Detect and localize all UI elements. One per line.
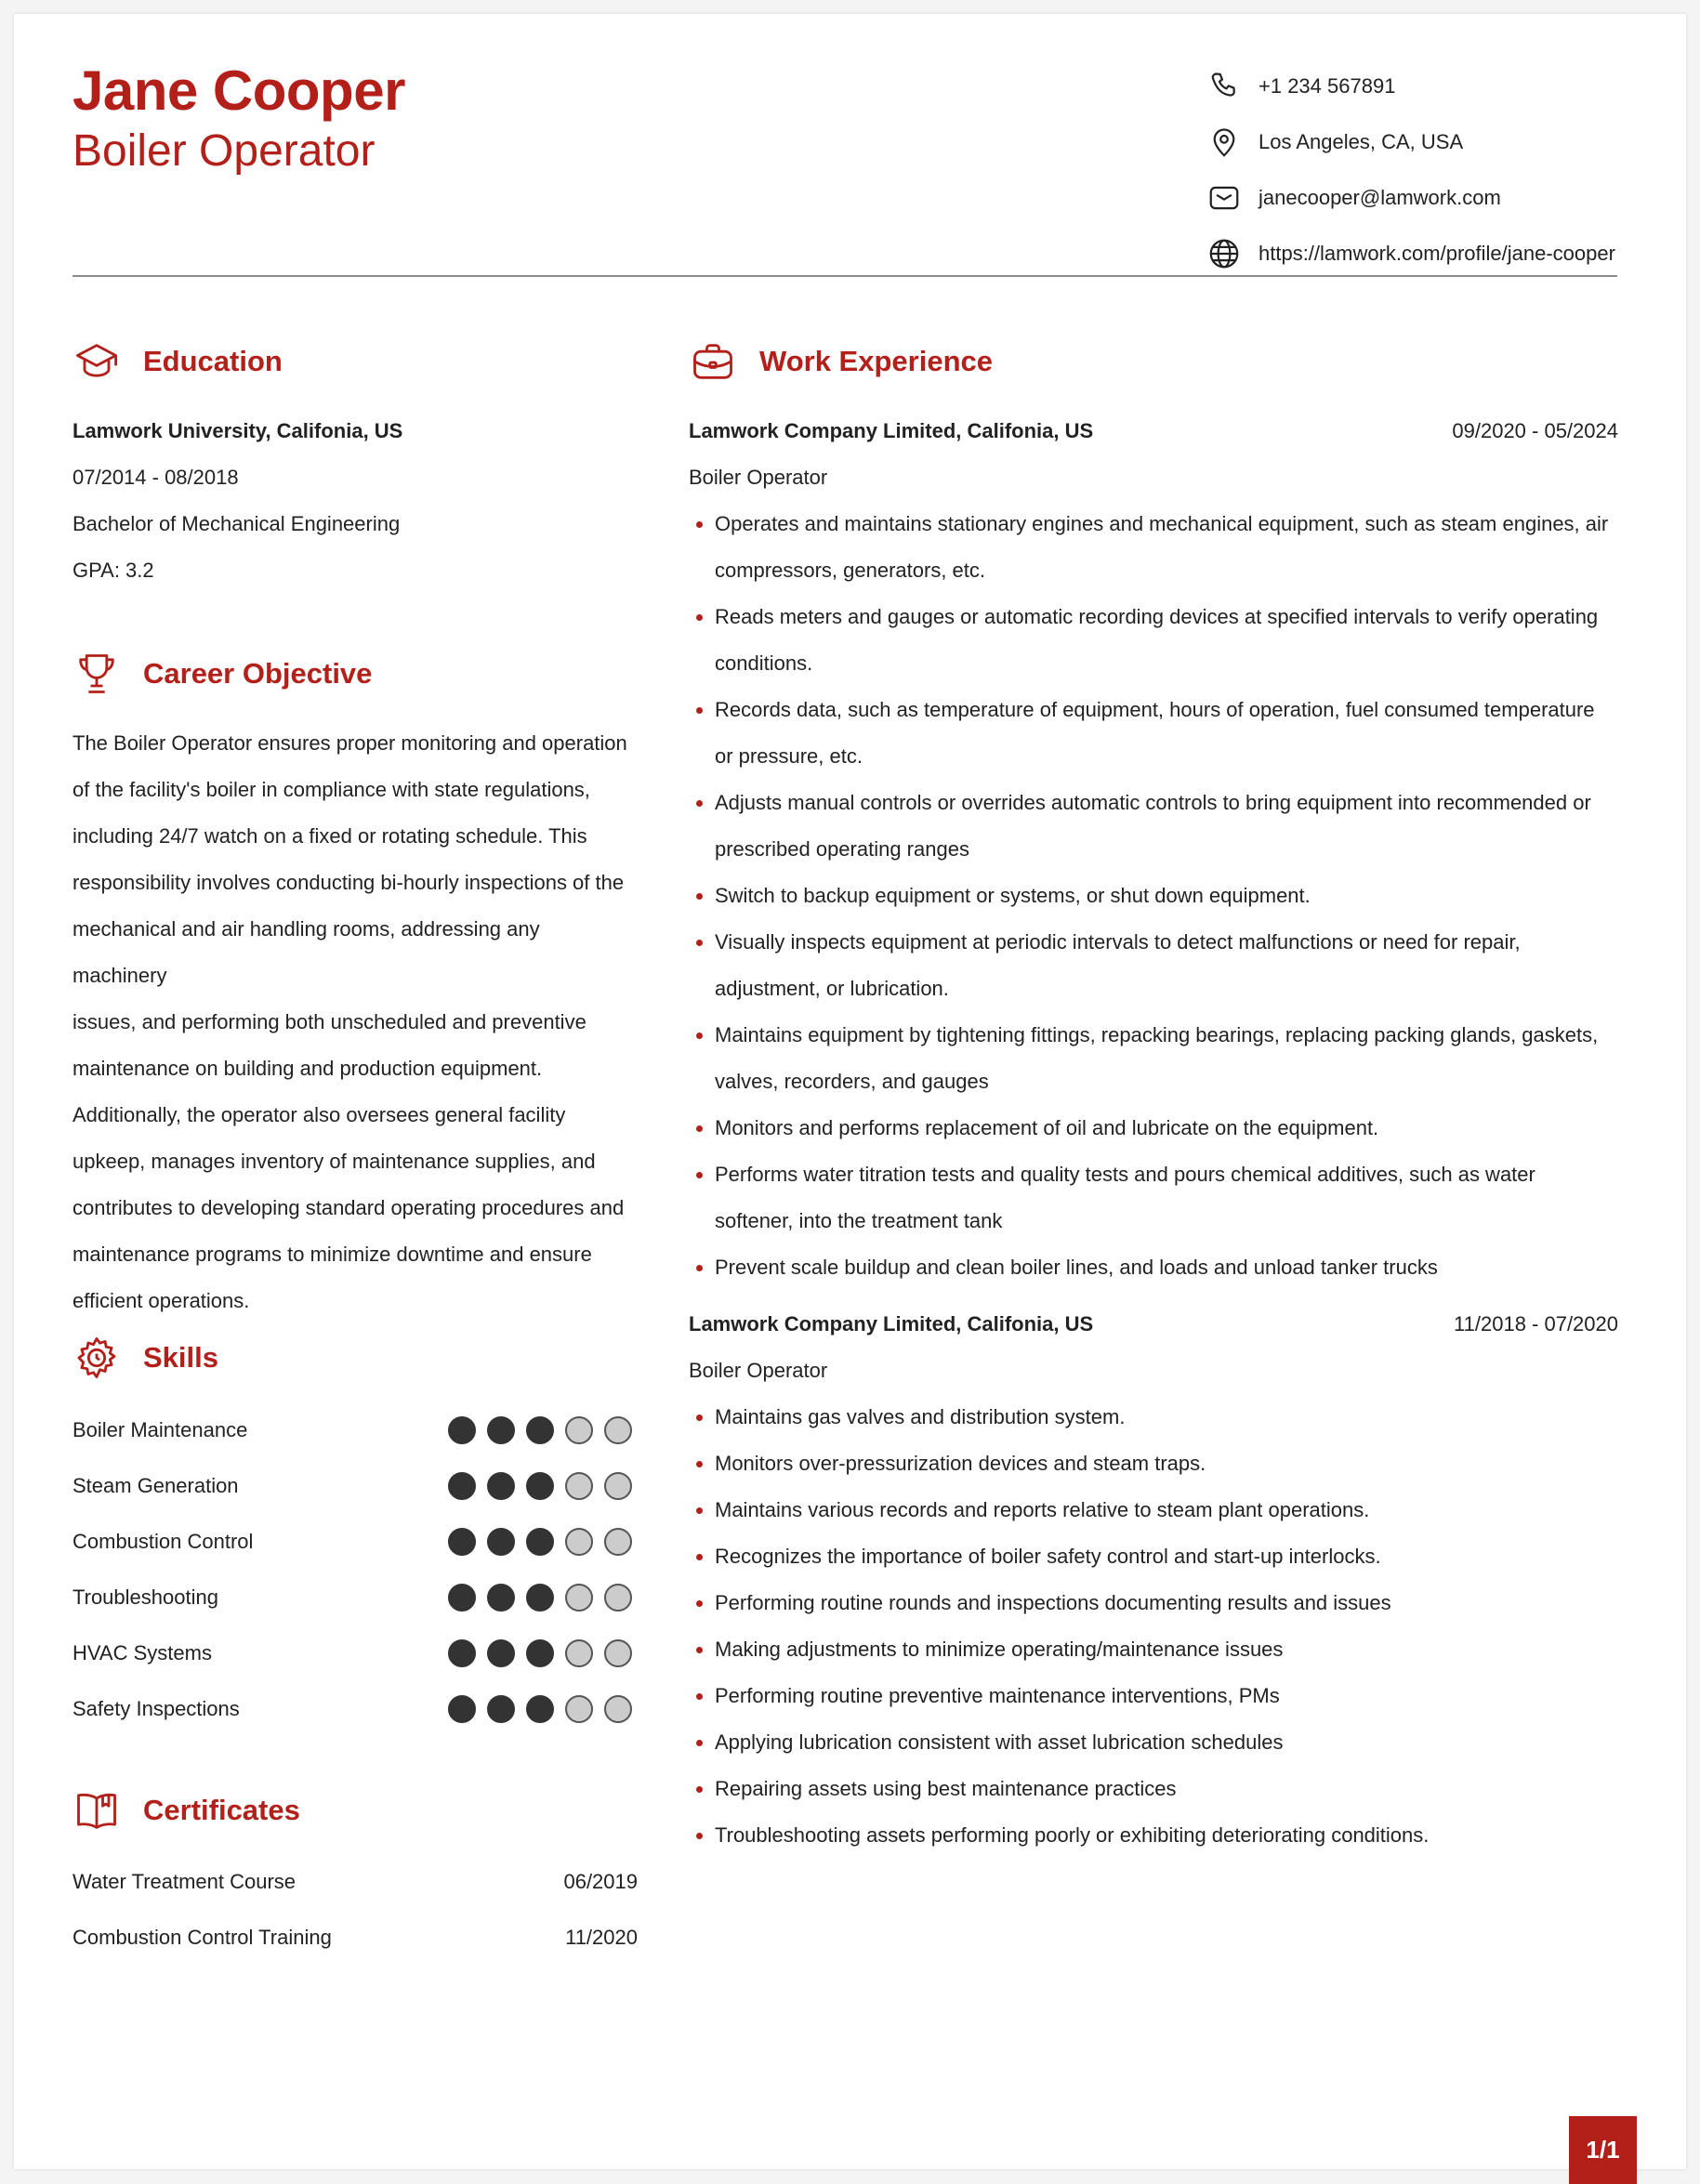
contact-website — [1206, 235, 1634, 272]
job-bullet: Performs water titration tests and quality tests and pours chemical additives, such as water softener, into the treatment tank — [689, 1151, 1618, 1244]
objective-line: issues, and performing both unscheduled and preventive — [72, 1010, 586, 1033]
certificate-date: 06/2019 — [563, 1870, 638, 1893]
job-bullet: Operates and maintains stationary engines and mechanical equipment, such as steam engines, air compressors, generators, etc. — [689, 501, 1618, 594]
objective-line: mechanical and air handling rooms, addressing any machinery — [72, 917, 540, 987]
job-bullets — [689, 1394, 1618, 1859]
rating-dot-empty — [565, 1472, 593, 1500]
skill-name: Boiler Maintenance — [72, 1418, 248, 1441]
contact-phone — [1206, 68, 1634, 105]
skill-row — [72, 1579, 638, 1616]
job-bullet: Monitors over-pressurization devices and steam traps. — [689, 1441, 1618, 1487]
certificate-name: Combustion Control Training — [72, 1926, 332, 1949]
objective-line: efficient operations. — [72, 1289, 250, 1312]
job-bullet: Repairing assets using best maintenance practices — [689, 1766, 1618, 1812]
objective-heading — [72, 648, 372, 700]
skill-row — [72, 1635, 638, 1672]
rating-dot-filled — [448, 1416, 476, 1444]
trophy-icon — [72, 650, 121, 698]
job-header — [689, 413, 1618, 450]
rating-dot-empty — [565, 1584, 593, 1612]
page-indicator: 1/1 — [1569, 2116, 1637, 2184]
rating-dot-empty — [604, 1695, 632, 1723]
rating-dot-empty — [565, 1528, 593, 1556]
rating-dot-filled — [487, 1695, 515, 1723]
skill-rating — [448, 1584, 632, 1612]
objective-line: maintenance programs to minimize downtime and ensure — [72, 1243, 592, 1266]
contact-location-text: Los Angeles, CA, USA — [1259, 130, 1464, 153]
skill-rating — [448, 1416, 632, 1444]
job-bullet: Performing routine preventive maintenance interventions, PMs — [689, 1673, 1618, 1719]
skill-name: Steam Generation — [72, 1474, 239, 1497]
graduation-cap-icon — [72, 337, 121, 386]
job-bullet: Reads meters and gauges or automatic recording devices at specified intervals to verify operating conditions. — [689, 594, 1618, 687]
job-company: Lamwork Company Limited, Califonia, US — [689, 419, 1094, 442]
rating-dot-empty — [604, 1416, 632, 1444]
rating-dot-filled — [487, 1584, 515, 1612]
rating-dot-empty — [604, 1472, 632, 1500]
education-gpa: GPA: 3.2 — [72, 559, 154, 582]
skill-row — [72, 1523, 638, 1560]
rating-dot-empty — [565, 1416, 593, 1444]
rating-dot-filled — [526, 1528, 554, 1556]
globe-icon — [1206, 236, 1242, 271]
job-company: Lamwork Company Limited, Califonia, US — [689, 1312, 1094, 1335]
work-title: Work Experience — [759, 345, 993, 377]
rating-dot-empty — [604, 1639, 632, 1667]
objective-line: responsibility involves conducting bi-hourly inspections of the — [72, 871, 625, 894]
job-bullet: Visually inspects equipment at periodic intervals to detect malfunctions or need for repair, adjustment, or lubrication. — [689, 919, 1618, 1012]
rating-dot-empty — [565, 1695, 593, 1723]
objective-line: contributes to developing standard operating procedures and — [72, 1196, 625, 1219]
rating-dot-empty — [604, 1584, 632, 1612]
rating-dot-filled — [448, 1639, 476, 1667]
skill-row — [72, 1467, 638, 1505]
certificate-name: Water Treatment Course — [72, 1870, 297, 1893]
resume-page — [14, 14, 1686, 2169]
objective-line: maintenance on building and production equipment. — [72, 1057, 543, 1080]
job-bullet: Maintains various records and reports relative to steam plant operations. — [689, 1487, 1618, 1533]
contact-website-text[interactable]: https://lamwork.com/profile/jane-cooper — [1259, 242, 1615, 265]
job-bullet: Monitors and performs replacement of oil and lubricate on the equipment. — [689, 1105, 1618, 1151]
contact-phone-text: +1 234 567891 — [1259, 74, 1396, 98]
skill-rating — [448, 1695, 632, 1723]
skill-row — [72, 1691, 638, 1728]
candidate-name: Jane Cooper — [72, 59, 405, 122]
skill-name: Safety Inspections — [72, 1697, 240, 1720]
certificates-title: Certificates — [143, 1794, 300, 1826]
location-icon — [1206, 125, 1242, 160]
job-header — [689, 1306, 1618, 1343]
rating-dot-filled — [487, 1528, 515, 1556]
education-heading — [72, 335, 283, 388]
certificate-item — [72, 1863, 638, 1901]
job-bullet: Maintains equipment by tightening fittings, repacking bearings, replacing packing glands, gaskets, valves, recorders, and gauges — [689, 1012, 1618, 1105]
contact-location — [1206, 124, 1634, 161]
rating-dot-filled — [448, 1472, 476, 1500]
job-position: Boiler Operator — [689, 466, 828, 489]
rating-dot-filled — [487, 1416, 515, 1444]
job-bullet: Adjusts manual controls or overrides automatic controls to bring equipment into recommended or prescribed operating ranges — [689, 780, 1618, 873]
contact-email — [1206, 179, 1634, 217]
rating-dot-filled — [487, 1472, 515, 1500]
rating-dot-filled — [448, 1528, 476, 1556]
open-book-icon — [72, 1786, 121, 1835]
rating-dot-filled — [448, 1584, 476, 1612]
rating-dot-empty — [565, 1639, 593, 1667]
rating-dot-filled — [526, 1472, 554, 1500]
objective-line: The Boiler Operator ensures proper monitoring and operation — [72, 731, 627, 755]
header-divider — [72, 275, 1617, 277]
candidate-role: Boiler Operator — [72, 126, 376, 176]
education-school: Lamwork University, Califonia, US — [72, 419, 403, 442]
job-bullet: Maintains gas valves and distribution system. — [689, 1394, 1618, 1441]
education-degree: Bachelor of Mechanical Engineering — [72, 512, 401, 535]
contact-email-text[interactable]: janecooper@lamwork.com — [1259, 186, 1501, 209]
skill-name: Combustion Control — [72, 1530, 254, 1553]
job-dates: 09/2020 - 05/2024 — [1452, 419, 1618, 442]
skills-heading — [72, 1332, 218, 1384]
education-title: Education — [143, 345, 283, 377]
rating-dot-filled — [526, 1639, 554, 1667]
skill-rating — [448, 1528, 632, 1556]
objective-line: of the facility's boiler in compliance with state regulations, — [72, 778, 590, 801]
job-bullet: Recognizes the importance of boiler safety control and start-up interlocks. — [689, 1533, 1618, 1580]
objective-line: Additionally, the operator also oversees general facility — [72, 1103, 566, 1126]
rating-dot-filled — [526, 1695, 554, 1723]
skills-title: Skills — [143, 1341, 218, 1374]
job-bullet: Switch to backup equipment or systems, or shut down equipment. — [689, 873, 1618, 919]
briefcase-icon — [689, 337, 737, 386]
skill-rating — [448, 1639, 632, 1667]
rating-dot-filled — [526, 1416, 554, 1444]
rating-dot-filled — [448, 1695, 476, 1723]
work-heading — [689, 335, 993, 388]
objective-line: including 24/7 watch on a fixed or rotating schedule. This — [72, 824, 587, 848]
job-bullet: Performing routine rounds and inspections documenting results and issues — [689, 1580, 1618, 1626]
phone-icon — [1206, 69, 1242, 104]
rating-dot-empty — [604, 1528, 632, 1556]
gear-icon — [72, 1334, 121, 1382]
job-position: Boiler Operator — [689, 1359, 828, 1382]
objective-line: upkeep, manages inventory of maintenance supplies, and — [72, 1150, 596, 1173]
job-bullet: Applying lubrication consistent with asset lubrication schedules — [689, 1719, 1618, 1766]
education-dates: 07/2014 - 08/2018 — [72, 466, 239, 489]
skill-rating — [448, 1472, 632, 1500]
skill-name: HVAC Systems — [72, 1641, 212, 1664]
certificate-date: 11/2020 — [565, 1926, 638, 1949]
contact-list — [1206, 68, 1634, 291]
objective-text — [72, 720, 638, 1324]
rating-dot-filled — [526, 1584, 554, 1612]
job-dates: 11/2018 - 07/2020 — [1454, 1312, 1618, 1335]
job-bullet: Making adjustments to minimize operating/maintenance issues — [689, 1626, 1618, 1673]
job-bullets — [689, 501, 1618, 1291]
skill-row — [72, 1412, 638, 1449]
job-bullet: Troubleshooting assets performing poorly or exhibiting deteriorating conditions. — [689, 1812, 1618, 1859]
objective-title: Career Objective — [143, 657, 373, 690]
email-icon — [1206, 180, 1242, 216]
job-bullet: Records data, such as temperature of equipment, hours of operation, fuel consumed temperature or pressure, etc. — [689, 687, 1618, 780]
certificate-item — [72, 1919, 638, 1956]
job-bullet: Prevent scale buildup and clean boiler lines, and loads and unload tanker trucks — [689, 1244, 1618, 1291]
skill-name: Troubleshooting — [72, 1585, 218, 1609]
certificates-heading — [72, 1784, 300, 1836]
rating-dot-filled — [487, 1639, 515, 1667]
